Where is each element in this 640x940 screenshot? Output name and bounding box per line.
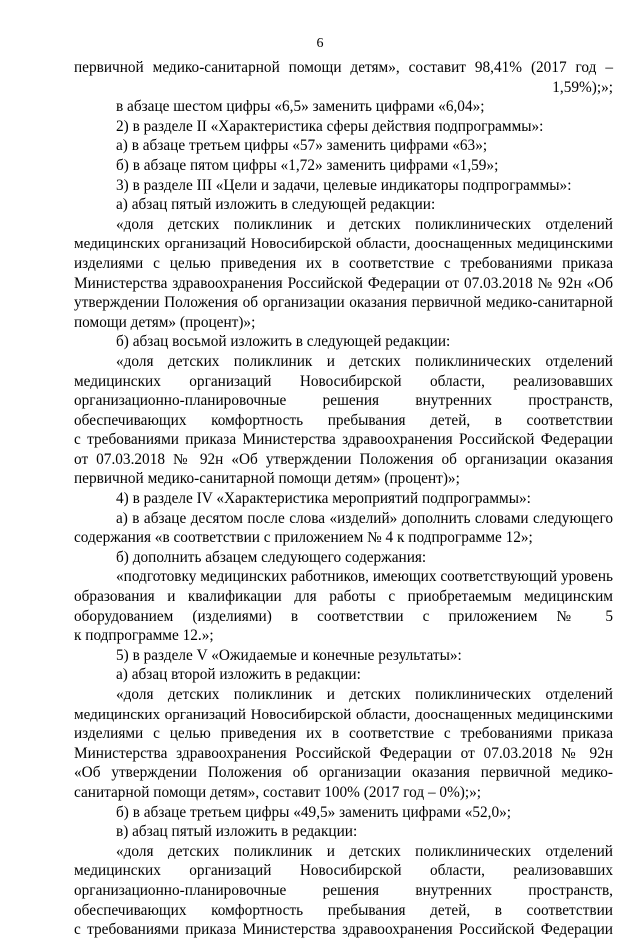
text-line: помощи детям» (процент)»; xyxy=(74,313,256,331)
text-line: б) дополнить абзацем следующего содержания: xyxy=(116,548,427,566)
text-line: Министерства здравоохранения Российской Федерации от 07.03.2018 № 92н «Об xyxy=(74,274,613,292)
text-line: изделиями с целью приведения их в соответствие с требованиями приказа xyxy=(74,725,613,743)
text-line: «доля детских поликлиник и детских поликлинических отделений xyxy=(116,686,613,703)
text-line: с требованиями приказа Министерства здравоохранения Российской Федерации xyxy=(74,921,613,939)
text-line: «доля детских поликлиник и детских поликлинических отделений xyxy=(116,215,613,233)
text-line: в абзаце шестом цифры «6,5» заменить цифрами «6,04»; xyxy=(116,98,485,116)
text-line: изделиями с целью приведения их в соответствие с требованиями приказа xyxy=(74,254,613,272)
text-line: а) абзац пятый изложить в следующей редакции: xyxy=(116,196,436,214)
text-line: «доля детских поликлиник и детских поликлинических отделений xyxy=(116,352,613,370)
text-line: организационно-планировочные решения внутренних пространств, xyxy=(74,881,613,899)
text-line: б) в абзаце пятом цифры «1,72» заменить цифрами «1,59»; xyxy=(116,156,499,174)
text-line: медицинских организаций Новосибирской области, реализовавших xyxy=(74,862,613,880)
page-number: 6 xyxy=(316,36,324,51)
text-line: организационно-планировочные решения внутренних пространств, xyxy=(74,392,613,410)
text-line: 1,59%);»; xyxy=(552,78,613,96)
text-line: а) абзац второй изложить в редакции: xyxy=(116,666,361,684)
text-line: медицинских организаций Новосибирской области, дооснащенных медицинскими xyxy=(74,235,613,253)
text-line: обеспечивающих комфортность пребывания детей, в соответствии xyxy=(74,901,613,919)
text-line: от 07.03.2018 № 92н «Об утверждении Положения об организации оказания xyxy=(74,450,613,468)
text-line: утверждении Положения об организации оказания первичной медико-санитарной xyxy=(74,294,613,312)
text-line: «Об утверждении Положения об организации оказания первичной медико- xyxy=(74,764,613,782)
text-line: в) абзац пятый изложить в редакции: xyxy=(116,823,358,841)
text-line: а) в абзаце третьем цифры «57» заменить цифрами «63»; xyxy=(116,137,488,155)
text-line: а) в абзаце десятом после слова «изделий» дополнить словами следующего xyxy=(116,509,613,527)
text-line: к подпрограмме 12.»; xyxy=(74,627,214,645)
text-line: санитарной помощи детям», составит 100% (2017 год – 0%);»; xyxy=(74,783,482,801)
text-line: 2) в разделе II «Характеристика сферы действия подпрограммы»: xyxy=(116,117,544,135)
text-line: «доля детских поликлиник и детских поликлинических отделений xyxy=(116,842,613,860)
text-line: медицинских организаций Новосибирской области, реализовавших xyxy=(74,372,613,390)
text-line: б) абзац восьмой изложить в следующей редакции: xyxy=(116,333,451,351)
text-line: медицинских организаций Новосибирской области, дооснащенных медицинскими xyxy=(74,705,613,723)
text-line: образования и квалификации для работы с приобретаемым медицинским xyxy=(74,588,613,606)
text-line: 4) в разделе IV «Характеристика мероприятий подпрограммы»: xyxy=(116,490,531,508)
text-line: содержания «в соответствии с приложением № 4 к подпрограмме 12»; xyxy=(74,529,533,547)
document-body xyxy=(74,58,613,940)
text-line: первичной медико-санитарной помощи детям», составит 98,41% (2017 год – xyxy=(74,59,613,76)
text-line: «подготовку медицинских работников, имеющих соответствующий уровень xyxy=(116,568,613,586)
text-line: 5) в разделе V «Ожидаемые и конечные результаты»: xyxy=(116,646,462,664)
text-line: с требованиями приказа Министерства здравоохранения Российской Федерации xyxy=(74,431,613,449)
text-line: первичной медико-санитарной помощи детям» (процент)»; xyxy=(74,470,460,488)
text-line: 3) в разделе III «Цели и задачи, целевые индикаторы подпрограммы»: xyxy=(116,176,572,194)
text-line: обеспечивающих комфортность пребывания детей, в соответствии xyxy=(74,411,613,429)
text-line: оборудованием (изделиями) в соответствии с приложением № 5 xyxy=(74,607,613,625)
text-line: Министерства здравоохранения Российской Федерации от 07.03.2018 № 92н xyxy=(74,744,613,762)
text-line: б) в абзаце третьем цифры «49,5» заменить цифрами «52,0»; xyxy=(116,803,512,821)
